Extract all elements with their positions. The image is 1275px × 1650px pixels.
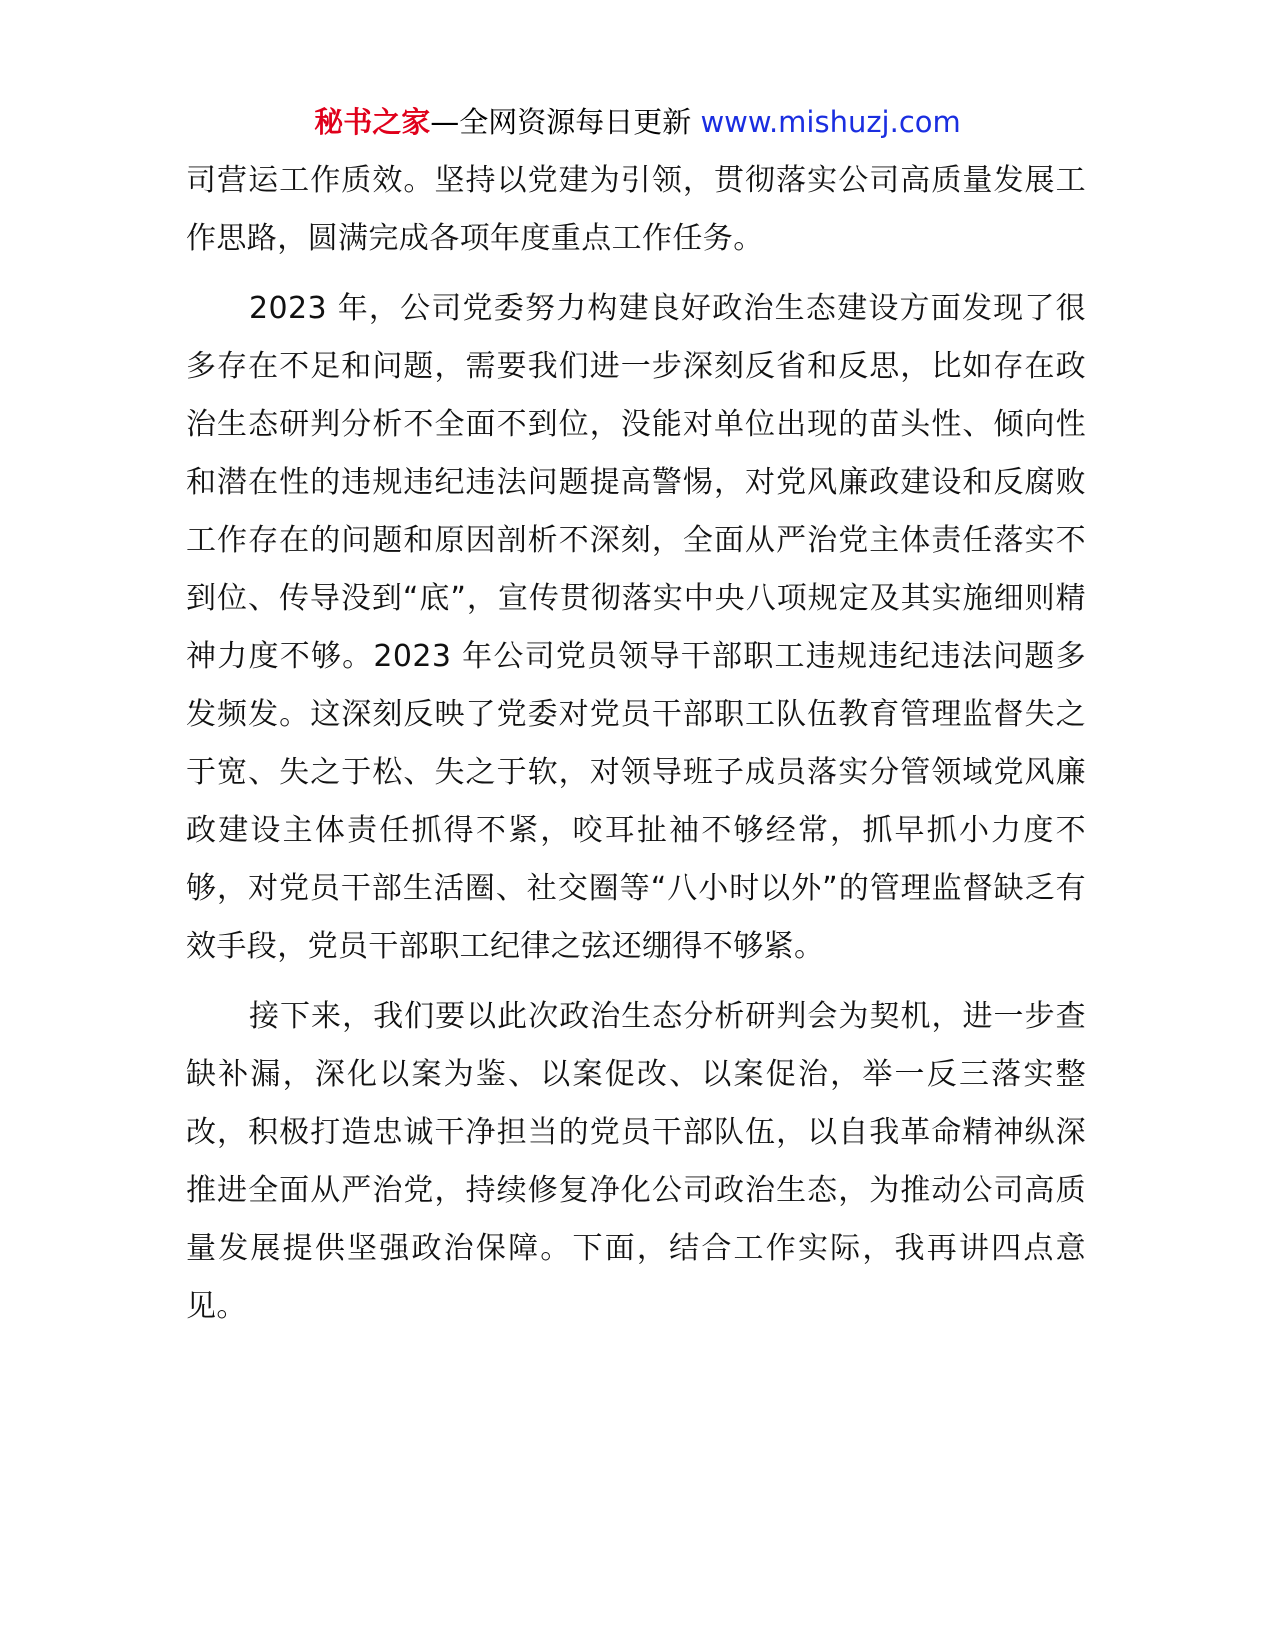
header-tagline: —全网资源每日更新 <box>430 105 701 139</box>
page-header <box>0 100 1275 144</box>
paragraph-1: 司营运工作质效。坚持以党建为引领，贯彻落实公司高质量发展工作思路，圆满完成各项年度重点工作任务。 <box>186 163 1086 256</box>
header-brand: 秘书之家 <box>314 105 431 139</box>
paragraph-2: 2023 年，公司党委努力构建良好政治生态建设方面发现了很多存在不足和问题，需要我们进一步深刻反省和反思，比如存在政治生态研判分析不全面不到位，没能对单位出现的苗头性、倾向性和潜在性的违规违纪违法问题提高警惕，对党风廉政建设和反腐败工作存在的问题和原因剖析不深刻，全面从严治党主体责任落实不到位、传导没到“底”，宣传贯彻落实中央八项规定及其实施细则精神力度不够。2023 年公司党员领导干部职工违规违纪违法问题多发频发。这深刻反映了党委对党员干部职工队伍教育管理监督失之于宽、失之于松、失之于软，对领导班子成员落实分管领域党风廉政建设主体责任抓得不紧，咬耳扯袖不够经常，抓早抓小力度不够，对党员干部生活圈、社交圈等“八小时以外”的管理监督缺乏有效手段，党员干部职工纪律之弦还绷得不够紧。 <box>186 291 1086 964</box>
paragraph-3: 接下来，我们要以此次政治生态分析研判会为契机，进一步查缺补漏，深化以案为鉴、以案促改、以案促治，举一反三落实整改，积极打造忠诚干净担当的党员干部队伍，以自我革命精神纵深推进全面从严治党，持续修复净化公司政治生态，为推动公司高质量发展提供坚强政治保障。下面，结合工作实际，我再讲四点意见。 <box>186 999 1086 1324</box>
header-url-link[interactable]: www.mishuzj.com <box>700 105 961 139</box>
document-body <box>186 152 1086 1336</box>
